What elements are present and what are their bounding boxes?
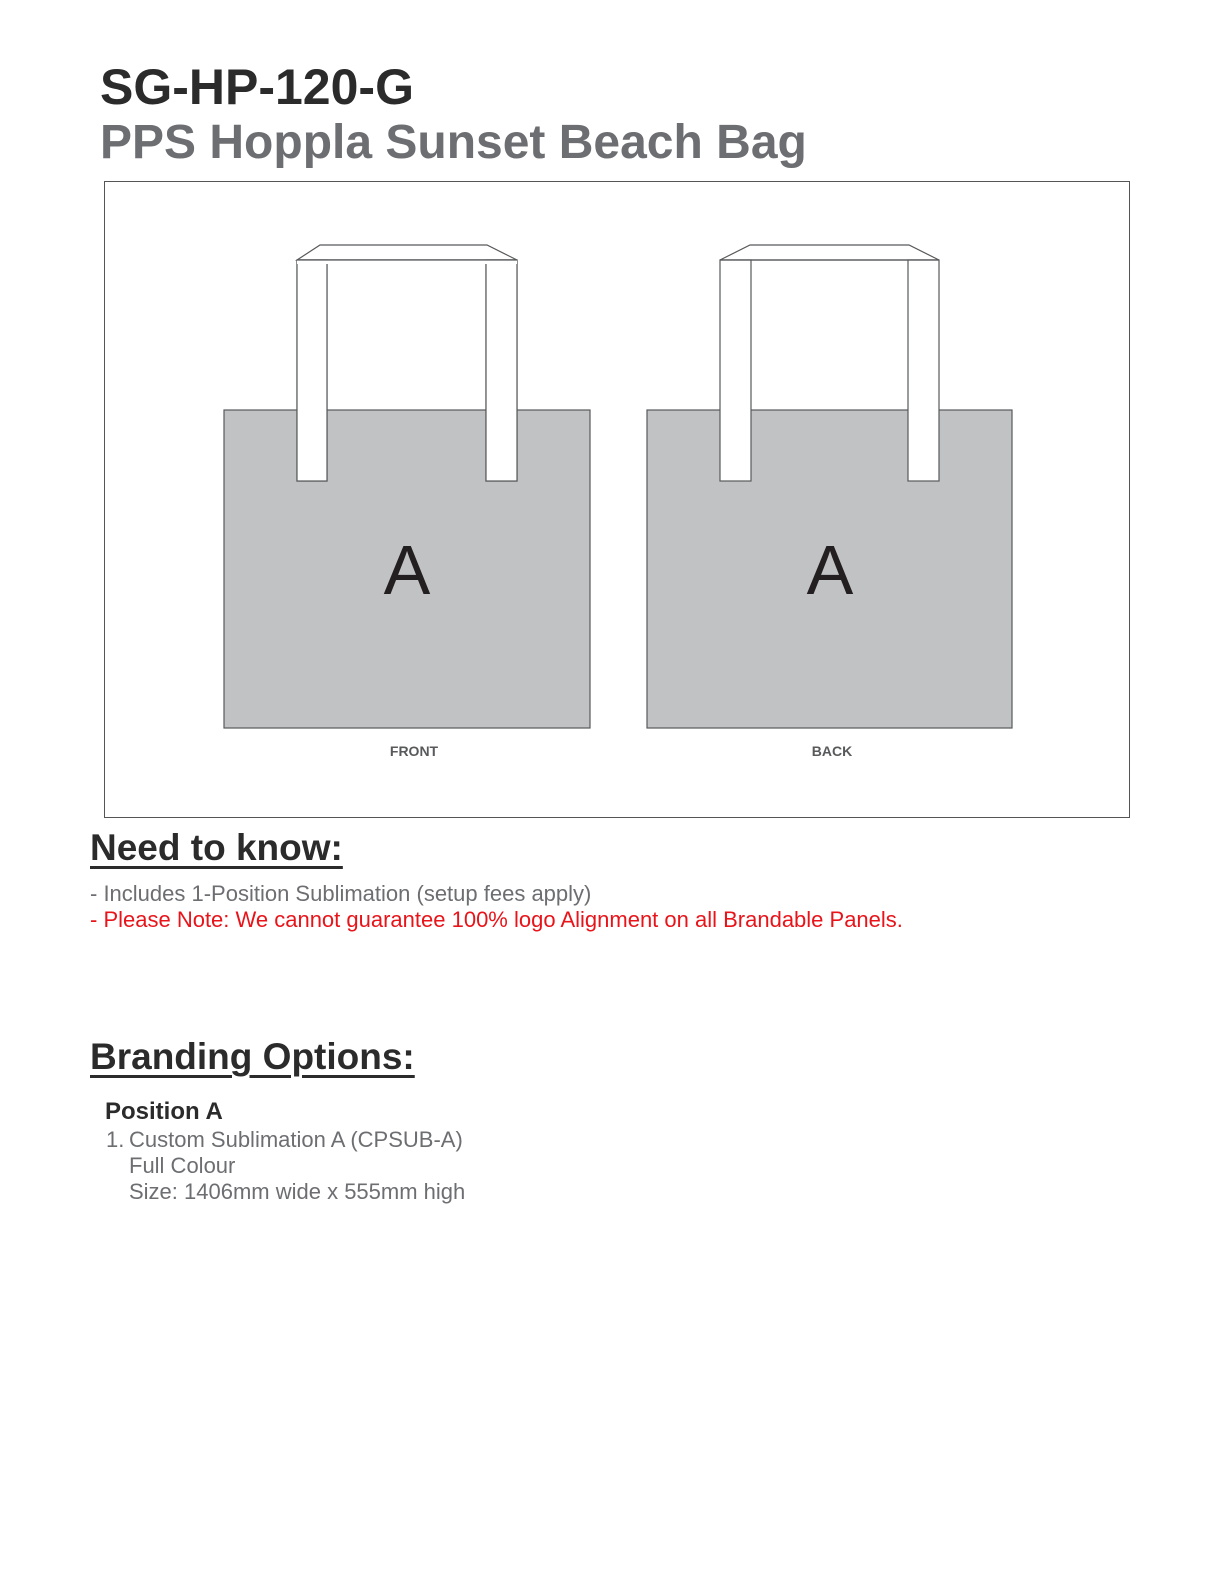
back-view-label: BACK: [811, 743, 853, 759]
front-position-letter: A: [383, 531, 431, 609]
back-bag-handle-top: [720, 245, 939, 260]
indent-spacer: [106, 1153, 129, 1179]
option-colour: Full Colour: [129, 1153, 236, 1178]
branding-option-item: [106, 1127, 465, 1153]
front-bag-handle-top: [297, 245, 517, 260]
product-code: SG-HP-120-G: [100, 59, 414, 115]
note-sublimation: - Includes 1-Position Sublimation (setup fees apply): [90, 881, 592, 906]
option-colour-row: [106, 1153, 465, 1179]
branding-option-list: [106, 1127, 465, 1205]
back-bag-view: [647, 245, 1012, 759]
indent-spacer: [106, 1179, 129, 1205]
option-size-row: [106, 1179, 465, 1205]
front-view-label: FRONT: [389, 743, 439, 759]
option-name: Custom Sublimation A (CPSUB-A): [129, 1127, 463, 1152]
note-alignment-warning: - Please Note: We cannot guarantee 100% logo Alignment on all Brandable Panels.: [90, 907, 903, 932]
need-to-know-heading: Need to know:: [90, 827, 343, 868]
back-position-letter: A: [806, 531, 854, 609]
bag-diagram: [105, 182, 1131, 819]
position-a-title: Position A: [105, 1098, 223, 1125]
branding-options-heading: Branding Options:: [90, 1036, 415, 1077]
product-diagram-frame: [104, 181, 1130, 818]
product-title: PPS Hoppla Sunset Beach Bag: [100, 116, 807, 169]
option-number: 1.: [106, 1127, 125, 1152]
option-size: Size: 1406mm wide x 555mm high: [129, 1179, 466, 1204]
front-bag-view: [224, 245, 590, 759]
